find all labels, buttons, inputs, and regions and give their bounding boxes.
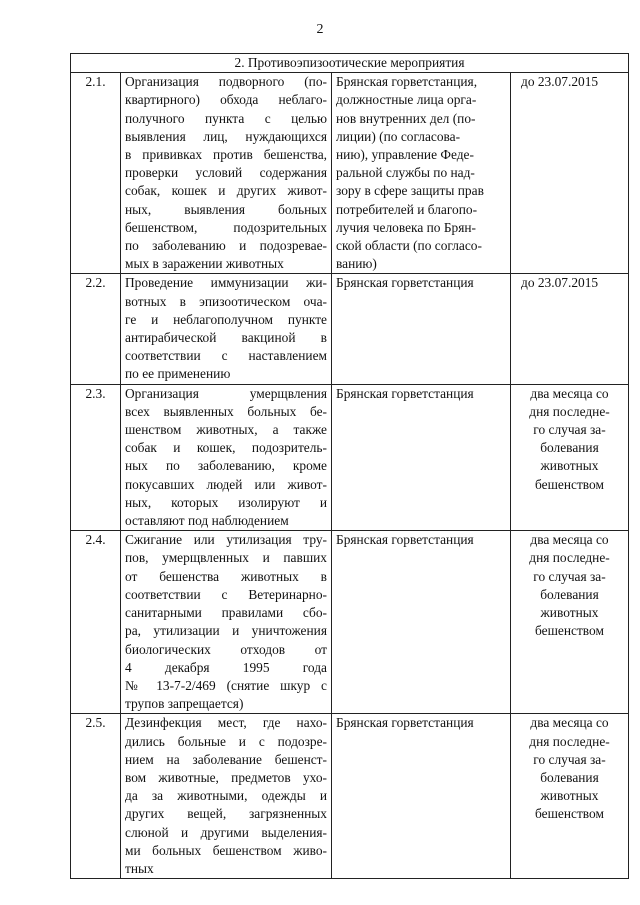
responsible-text-line: ванию) [336, 256, 377, 272]
deadline-text-line: животных [540, 788, 599, 804]
responsible-text-line: ской области (по согласо- [336, 238, 482, 254]
item-number: 2.2. [71, 274, 121, 384]
action-text-line: получного пункта с целью [125, 110, 327, 126]
deadline-text-line: два месяца со [530, 715, 609, 731]
action-text-line: пов, умерщвленных и павших [125, 550, 327, 566]
action-text-line: бешенством, подозрительных [125, 219, 327, 235]
responsible-text-line: Брянская горветстанция [336, 385, 474, 401]
responsible-text-line: нию), управление Федe- [336, 147, 474, 163]
action-text-line: шенством животных, а также [125, 422, 327, 438]
section-title: 2. Противоэпизоотические мероприятия [71, 54, 629, 73]
responsible-text-line: потребителей и благопо- [336, 201, 478, 217]
action-text-line: биологических отходов от [125, 641, 327, 657]
action-text-line: санитарными правилами сбо- [125, 605, 327, 621]
action-text-line: ных, выявления больных [125, 201, 327, 217]
responsible-text-line: должностные лица орга- [336, 92, 477, 108]
action-text-line: ра, утилизации и уничтожения [125, 623, 327, 639]
responsible-text-line: ральной службы по над- [336, 165, 475, 181]
responsible-text-line: Брянская горветстанция [336, 532, 474, 548]
page-number: 2 [316, 22, 324, 37]
deadline-text-line: два месяца со [530, 532, 609, 548]
deadline-text-line: болевания [540, 586, 599, 602]
measures-table [70, 53, 629, 879]
action-text-line: дились больные и с подозре- [125, 733, 327, 749]
item-number: 2.3. [71, 384, 121, 531]
table-row [71, 274, 629, 384]
action-text-line: антирабической вакциной в [125, 330, 327, 346]
action-text-line: вотных в эпизоотическом оча- [125, 293, 327, 309]
action-cell [121, 73, 332, 274]
action-text-line: Организация умерщвления [125, 385, 327, 401]
table-row [71, 73, 629, 274]
action-text-line: трупов запрещается) [125, 696, 244, 712]
deadline-text-line: дня последне- [529, 733, 610, 749]
action-text-line: ге и неблагополучном пункте [125, 311, 327, 327]
action-text-line: проверки условий содержания [125, 165, 327, 181]
responsible-cell [332, 531, 511, 714]
deadline-text-line: животных [540, 605, 599, 621]
action-text-line: нием на заболевание бешенст- [125, 751, 327, 767]
item-number: 2.4. [71, 531, 121, 714]
responsible-text-line: Брянская горветстанция [336, 275, 474, 291]
action-text-line: Проведение иммунизации жи- [125, 275, 327, 291]
action-text-line: ных, которых изолируют и [125, 494, 327, 510]
deadline-text-line: го случая за- [533, 751, 606, 767]
deadline-text-line: бешенством [535, 806, 604, 822]
action-text-line: оставляют под наблюдением [125, 513, 289, 529]
responsible-text-line: зору в сфере защиты прав [336, 183, 484, 199]
deadline-text-line: болевания [540, 440, 599, 456]
item-number: 2.5. [71, 714, 121, 879]
action-text-line: соответствии с Ветеринарно- [125, 586, 327, 602]
responsible-text-line: лучия человека по Брян- [336, 219, 476, 235]
section-header-row [71, 54, 629, 73]
table-row [71, 714, 629, 879]
deadline-cell [511, 384, 629, 531]
action-text-line: квартирного) обхода неблаго- [125, 92, 327, 108]
responsible-text-line: Брянская горветстанция, [336, 74, 478, 90]
action-text-line: Сжигание или утилизация тру- [125, 532, 327, 548]
deadline-text-line: животных [540, 458, 599, 474]
deadline-text-line: болевания [540, 769, 599, 785]
responsible-text-line: нов внутренних дел (по- [336, 110, 476, 126]
action-text-line: слюной и другими выделения- [125, 824, 327, 840]
action-text-line: всех выявленных больных бе- [125, 403, 327, 419]
action-text-line: выявления лиц, нуждающихся [125, 128, 327, 144]
action-text-line: Организация подворного (по- [125, 74, 327, 90]
action-text-line: 4 декабря 1995 года [125, 659, 327, 675]
action-text-line: да за животными, одежды и [125, 788, 327, 804]
deadline-text-line: дня последне- [529, 403, 610, 419]
action-text-line: в прививках против бешенства, [125, 147, 327, 163]
action-text-line: ми больных бешенством живо- [125, 842, 327, 858]
responsible-cell [332, 73, 511, 274]
table-row [71, 384, 629, 531]
action-text-line: от бешенства животных в [125, 568, 327, 584]
action-text-line: других вещей, загрязненных [125, 806, 327, 822]
deadline-cell [511, 73, 629, 274]
action-cell [121, 384, 332, 531]
deadline-text-line: до 23.07.2015 [521, 74, 599, 90]
responsible-text-line: лиции) (по согласова- [336, 128, 461, 144]
action-text-line: соответствии с наставлением [125, 348, 327, 364]
action-text-line: вом животные, предметов ухо- [125, 769, 327, 785]
deadline-text-line: бешенством [535, 623, 604, 639]
deadline-cell [511, 531, 629, 714]
action-cell [121, 531, 332, 714]
responsible-cell [332, 274, 511, 384]
deadline-text-line: го случая за- [533, 422, 606, 438]
action-cell [121, 274, 332, 384]
action-text-line: ных по заболеванию, кроме [125, 458, 327, 474]
table-row [71, 531, 629, 714]
action-cell [121, 714, 332, 879]
action-text-line: мых в заражении животных [125, 256, 284, 272]
deadline-cell [511, 714, 629, 879]
action-text-line: покусавших людей или живот- [125, 476, 327, 492]
action-text-line: № 13-7-2/469 (снятие шкур с [125, 677, 327, 693]
responsible-text-line: Брянская горветстанция [336, 715, 474, 731]
deadline-text-line: два месяца со [530, 385, 609, 401]
action-text-line: собак, кошек и других живот- [125, 183, 327, 199]
action-text-line: тных [125, 860, 154, 876]
action-text-line: по ее применению [125, 366, 231, 382]
deadline-text-line: бешенством [535, 476, 604, 492]
action-text-line: собак и кошек, подозритель- [125, 440, 327, 456]
deadline-cell [511, 274, 629, 384]
responsible-cell [332, 714, 511, 879]
item-number: 2.1. [71, 73, 121, 274]
action-text-line: Дезинфекция мест, где нахо- [125, 715, 327, 731]
deadline-text-line: дня последне- [529, 550, 610, 566]
responsible-cell [332, 384, 511, 531]
deadline-text-line: до 23.07.2015 [521, 275, 599, 291]
action-text-line: по заболеванию и подозревае- [125, 238, 327, 254]
deadline-text-line: го случая за- [533, 568, 606, 584]
